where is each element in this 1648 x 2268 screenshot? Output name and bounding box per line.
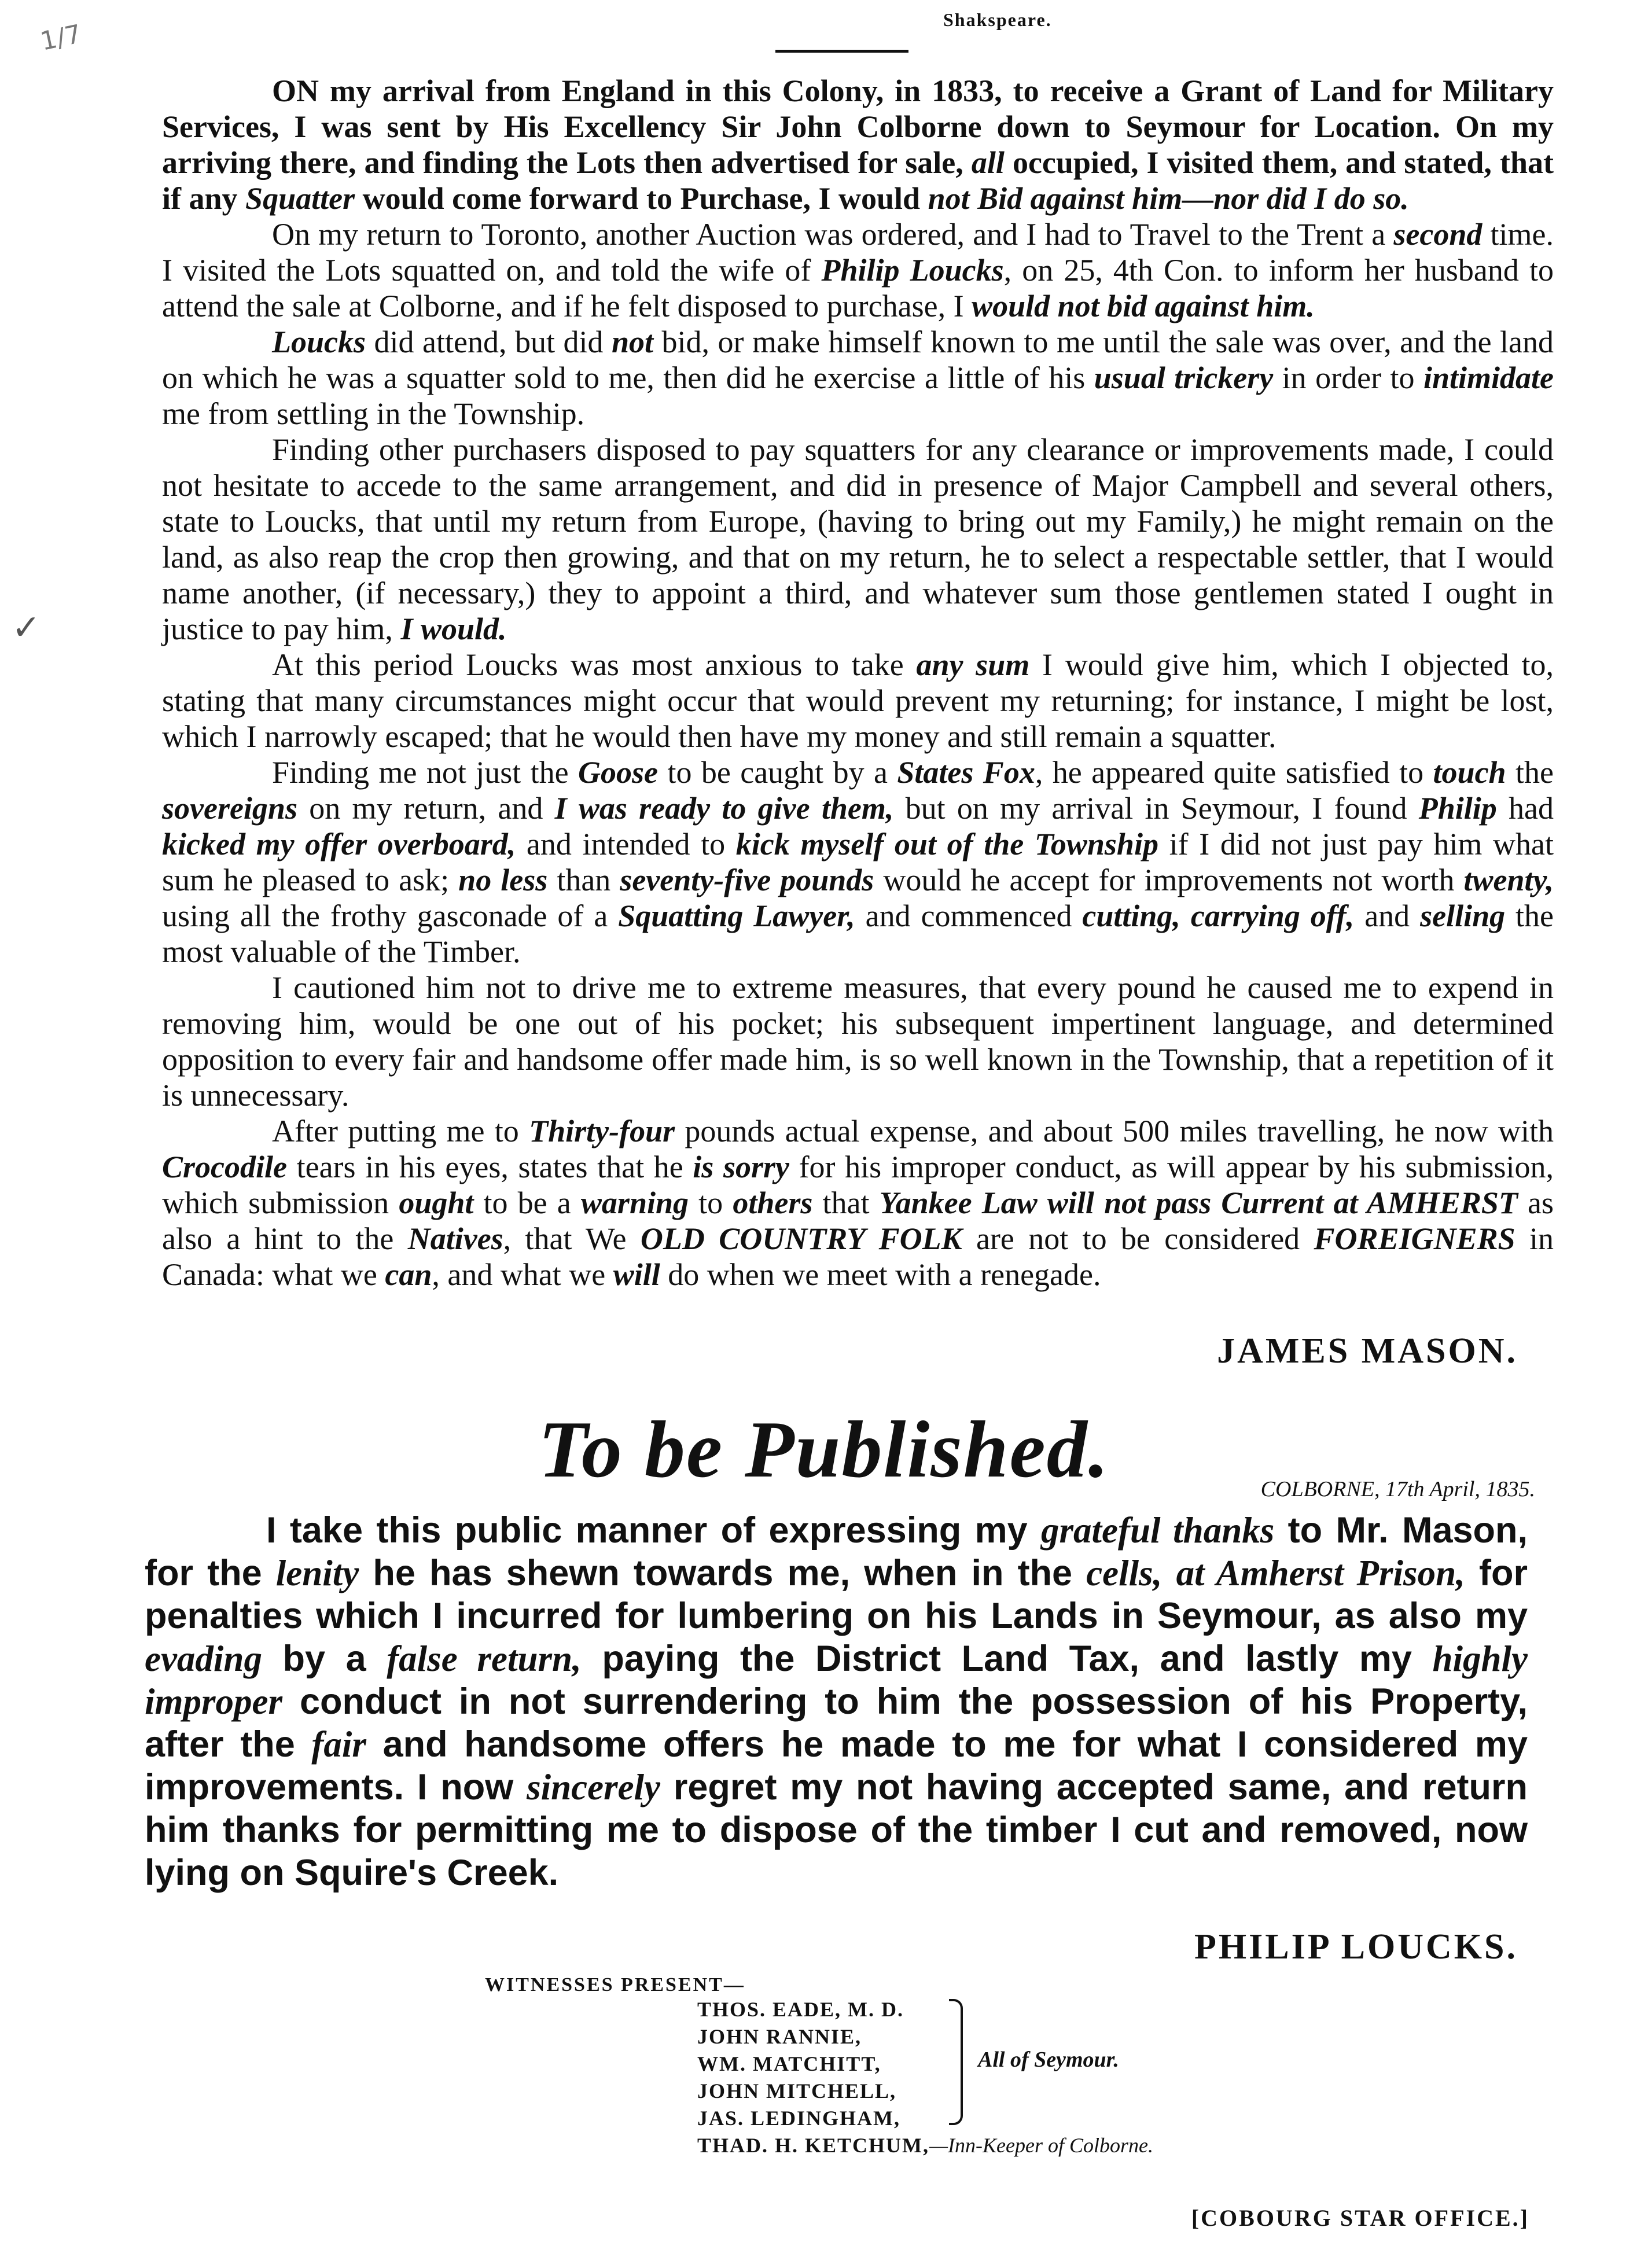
paragraph-8: After putting me to Thirty-four pounds actual expense, and about 500 miles travelling, he now with Crocodile tears in his eyes, states that he is sorry for his improper conduct, as will appear by his submission, which submission ought to be a warning to others that Yankee Law will not pass Current at AMHERST as also a hint to the Natives, that We OLD COUNTRY FOLK are not to be considered FOREIGNERS in Canada: what we can, and what we will do when we meet with a renegade. xyxy=(162,1114,1554,1292)
witness-name: JOHN RANNIE, xyxy=(697,2025,862,2048)
signature-philip-loucks: PHILIP LOUCKS. xyxy=(1194,1927,1518,1967)
paragraph-5: At this period Loucks was most anxious to take any sum I would give him, which I objected to, stating that many circumstances might occur that would prevent my returning; for instance, I might be lost, which I narrowly escaped; that he would then have my money and still remain a squatter. xyxy=(162,647,1554,754)
loucks-submission xyxy=(145,1509,1528,1894)
witness-description: —Inn-Keeper of Colborne. xyxy=(929,2134,1153,2157)
witness-name: JAS. LEDINGHAM, xyxy=(697,2107,901,2130)
witness-name: THAD. H. KETCHUM, xyxy=(697,2134,930,2157)
witnesses-list xyxy=(697,1996,1153,2159)
mason-statement xyxy=(162,73,1554,1293)
paragraph-3: Loucks did attend, but did not bid, or make himself known to me until the sale was over, and the land on which he was a squatter sold to me, then did he exercise a little of his usual trickery in order to intimidate me from settling in the Township. xyxy=(162,325,1554,431)
witness-group-label: All of Seymour. xyxy=(978,2048,1119,2072)
submission-text: I take this public manner of expressing my grateful thanks to Mr. Mason, for the lenity he has shewn towards me, when in the cells, at Amherst Prison, for penalties which I incurred for lumbering on his Lands in Seymour, as also my evading by a false return, paying the District Land Tax, and lastly my highly improper conduct in not surrendering to him the possession of his Property, after the fair and handsome offers he made to me for what I considered my improvements. I now sincerely regret my not having accepted same, and return him thanks for permitting me to dispose of the timber I cut and removed, now lying on Squire's Creek. xyxy=(145,1510,1528,1893)
paragraph-7: I cautioned him not to drive me to extreme measures, that every pound he caused me to expend in removing him, would be one out of his pocket; his subsequent impertinent language, and determined opposition to every fair and handsome offer made him, is so well known in the Township, that a repetition of it is unnecessary. xyxy=(162,970,1554,1113)
notice-title: To be Published. xyxy=(538,1405,1110,1494)
paragraph-2: On my return to Toronto, another Auction was ordered, and I had to Travel to the Trent a second time. I visited the Lots squatted on, and told the wife of Philip Loucks, on 25, 4th Con. to inform her husband to attend the sale at Colborne, and if he felt disposed to purchase, I would not bid against him. xyxy=(162,217,1554,323)
header-rule xyxy=(775,50,908,53)
witnesses-heading: WITNESSES PRESENT— xyxy=(485,1974,745,1995)
paragraph-4: Finding other purchasers disposed to pay squatters for any clearance or improvements made, I could not hesitate to accede to the same arrangement, and did in presence of Major Campbell and several others, state to Loucks, that until my return from Europe, (having to bring out my Family,) he might remain on the land, as also reap the crop then growing, and that on my return, he to select a respectable settler, that I would name another, (if necessary,) they to appoint a third, and whatever sum those gentlemen stated I ought in justice to pay him, I would. xyxy=(162,432,1554,646)
header-attribution: Shakspeare. xyxy=(943,9,1052,30)
witness-row-ketchum xyxy=(697,2132,1153,2159)
witness-name: JOHN MITCHELL, xyxy=(697,2079,897,2103)
witness-name: THOS. EADE, M. D. xyxy=(697,1998,904,2021)
notice-dateline: COLBORNE, 17th April, 1835. xyxy=(1260,1477,1535,1501)
signature-james-mason: JAMES MASON. xyxy=(1217,1331,1518,1371)
margin-annotation: 1/7 xyxy=(38,19,84,57)
witness-name: WM. MATCHITT, xyxy=(697,2052,881,2075)
paragraph-6: Finding me not just the Goose to be caught by a States Fox, he appeared quite satisfied to touch the sovereigns on my return, and I was ready to give them, but on my arrival in Seymour, I found Philip had kicked my offer overboard, and intended to kick myself out of the Township if I did not just pay him what sum he pleased to ask; no less than seventy-five pounds would he accept for improvements not worth twenty, using all the frothy gasconade of a Squatting Lawyer, and commenced cutting, carrying off, and selling the most valuable of the Timber. xyxy=(162,755,1554,969)
paragraph-1: ON my arrival from England in this Colony, in 1833, to receive a Grant of Land for Military Services, I was sent by His Excellency Sir John Colborne down to Seymour for Location. On my arriving there, and finding the Lots then advertised for sale, all occupied, I visited them, and stated, that if any Squatter would come forward to Purchase, I would not Bid against him—nor did I do so. xyxy=(162,73,1554,216)
margin-arrow-icon: ✓ xyxy=(12,608,41,648)
printer-imprint: [COBOURG STAR OFFICE.] xyxy=(1191,2205,1529,2231)
witness-brace xyxy=(949,1999,963,2125)
